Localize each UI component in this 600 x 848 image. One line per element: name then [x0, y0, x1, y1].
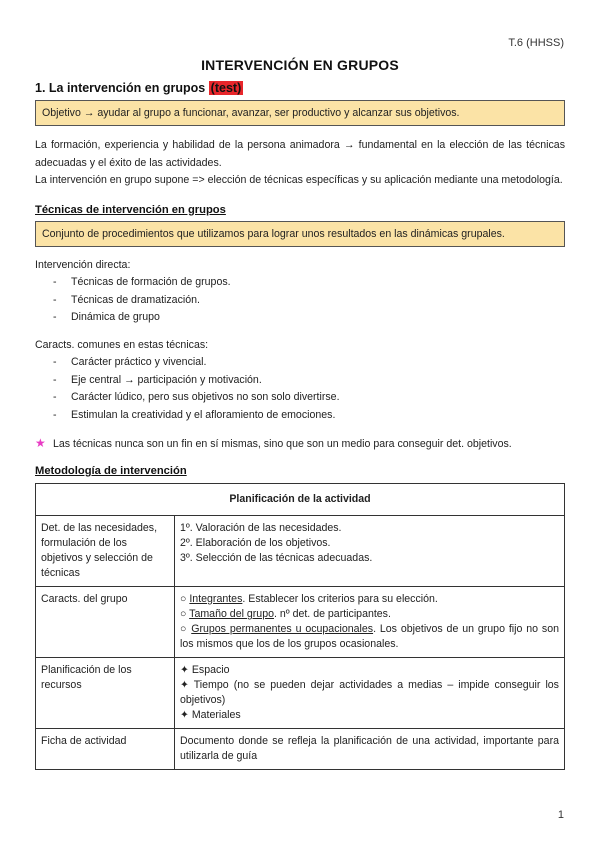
document-title: INTERVENCIÓN EN GRUPOS — [201, 57, 399, 73]
common-traits-list — [43, 354, 565, 424]
step-line: 1º. Valoración de las necesidades. — [180, 522, 342, 534]
page-number: 1 — [557, 809, 564, 821]
direct-intervention-label: Intervención directa: — [35, 258, 131, 271]
bullet-line — [180, 678, 559, 708]
sparkle-bullet-icon: ✦ — [180, 664, 189, 676]
row-label: Caracts. del grupo — [36, 587, 175, 658]
circle-bullet-icon: ○ — [180, 593, 187, 605]
list-item: - Técnicas de formación de grupos. — [43, 274, 565, 292]
bullet-line — [180, 592, 559, 607]
table-row — [36, 516, 565, 587]
paragraph-line: La formación, experiencia y habilidad de la persona animadora → fundamental en la elección de las técnicas adecuadas y el éxito de las actividades. — [35, 139, 565, 169]
row-content: Documento donde se refleja la planificación de una actividad, importante para utilizarla de guía — [175, 729, 565, 770]
step-line: 2º. Elaboración de los objetivos. — [180, 537, 331, 549]
bullet-line — [180, 708, 559, 723]
list-item: - Eje central → participación y motivación. — [43, 372, 565, 390]
table-header-row — [36, 484, 565, 516]
row-label: Planificación de los recursos — [36, 658, 175, 729]
circle-bullet-icon: ○ — [180, 623, 188, 635]
circle-bullet-icon: ○ — [180, 608, 187, 620]
table-row — [36, 658, 565, 729]
table-title: Planificación de la actividad — [36, 484, 565, 516]
section-heading — [35, 80, 565, 96]
row-label: Ficha de actividad — [36, 729, 175, 770]
methodology-table — [35, 483, 565, 770]
star-note-text: Las técnicas nunca son un fin en sí mismas, sino que son un medio para conseguir det. objetivos. — [53, 438, 512, 450]
definition-box: Conjunto de procedimientos que utilizamos para lograr unos resultados en las dinámicas grupales. — [35, 221, 565, 247]
paragraph-line: La intervención en grupo supone => elección de técnicas específicas y su aplicación mediante una metodología. — [35, 174, 563, 186]
resource-item: Materiales — [191, 709, 241, 721]
sparkle-bullet-icon: ✦ — [180, 709, 189, 721]
term: Tamaño del grupo — [189, 608, 274, 620]
table-row — [36, 729, 565, 770]
paragraph-formation — [35, 137, 565, 190]
objective-box: Objetivo → ayudar al grupo a funcionar, avanzar, ser productivo y alcanzar sus objetivos. — [35, 100, 565, 126]
list-item: - Carácter práctico y vivencial. — [43, 354, 565, 372]
term: Integrantes — [189, 593, 243, 605]
document-body — [35, 80, 565, 770]
course-reference: T.6 (HHSS) — [508, 37, 564, 49]
common-traits-label: Caracts. comunes en estas técnicas: — [35, 338, 209, 351]
bullet-line — [180, 607, 559, 622]
row-content — [175, 658, 565, 729]
star-icon: ★ — [35, 436, 46, 450]
term-detail: . Los objetivos de un grupo fijo no son los mismos que los de los grupos ocasionales. — [180, 623, 560, 650]
test-tag: (test) — [210, 81, 242, 95]
term-detail: . Establecer los criterios para su elección. — [242, 593, 438, 605]
term-detail: . nº det. de participantes. — [273, 608, 391, 620]
direct-intervention-list — [43, 274, 565, 327]
bullet-line — [180, 622, 559, 652]
bullet-line — [180, 663, 559, 678]
resource-item: Espacio — [191, 664, 230, 676]
section-heading-text: 1. La intervención en grupos — [35, 81, 206, 95]
row-content — [175, 516, 565, 587]
list-item: - Técnicas de dramatización. — [43, 292, 565, 310]
resource-item: Tiempo (no se pueden dejar actividades a medias – impide conseguir los objetivos) — [180, 679, 559, 706]
term: Grupos permanentes u ocupacionales — [191, 623, 374, 635]
star-note — [35, 435, 565, 453]
methodology-heading: Metodología de intervención — [35, 465, 187, 477]
row-content — [175, 587, 565, 658]
row-label: Det. de las necesidades, formulación de los objetivos y selección de técnicas — [36, 516, 175, 587]
step-line: 3º. Selección de las técnicas adecuadas. — [180, 552, 373, 564]
table-row — [36, 587, 565, 658]
list-item: - Dinámica de grupo — [43, 309, 565, 327]
list-item: - Estimulan la creatividad y el afloramiento de emociones. — [43, 407, 565, 425]
techniques-heading: Técnicas de intervención en grupos — [35, 203, 226, 216]
sparkle-bullet-icon: ✦ — [180, 679, 189, 691]
list-item: - Carácter lúdico, pero sus objetivos no son solo divertirse. — [43, 389, 565, 407]
